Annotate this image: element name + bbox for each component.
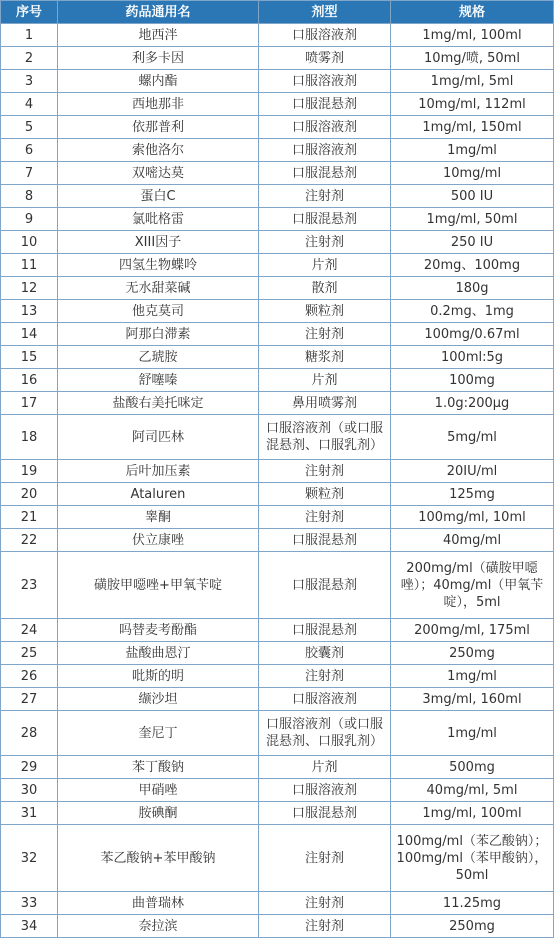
drug-name-cell: 螺内酯 bbox=[58, 70, 259, 93]
drug-name-cell: 奈拉滨 bbox=[58, 915, 259, 938]
table-row bbox=[1, 369, 554, 392]
row-number-cell: 28 bbox=[1, 711, 58, 756]
drug-name-cell: 四氢生物蝶呤 bbox=[58, 254, 259, 277]
dosage-form-cell: 口服溶液剂 bbox=[259, 70, 391, 93]
specification-cell: 5mg/ml bbox=[391, 415, 554, 460]
table-row bbox=[1, 323, 554, 346]
dosage-form-cell: 口服混悬剂 bbox=[259, 552, 391, 619]
dosage-form-cell: 口服混悬剂 bbox=[259, 802, 391, 825]
dosage-form-cell: 口服混悬剂 bbox=[259, 162, 391, 185]
drug-name-cell: 利多卡因 bbox=[58, 47, 259, 70]
dosage-form-cell: 片剂 bbox=[259, 756, 391, 779]
specification-cell: 1mg/ml, 50ml bbox=[391, 208, 554, 231]
table-row bbox=[1, 688, 554, 711]
drug-name-cell: 后叶加压素 bbox=[58, 460, 259, 483]
dosage-form-cell: 口服溶液剂 bbox=[259, 139, 391, 162]
row-number-cell: 32 bbox=[1, 825, 58, 892]
dosage-form-cell: 注射剂 bbox=[259, 915, 391, 938]
table-row bbox=[1, 619, 554, 642]
drug-name-cell: 盐酸右美托咪定 bbox=[58, 392, 259, 415]
row-number-cell: 2 bbox=[1, 47, 58, 70]
drug-name-cell: 地西泮 bbox=[58, 24, 259, 47]
specification-cell: 100mg/0.67ml bbox=[391, 323, 554, 346]
dosage-form-cell: 口服混悬剂 bbox=[259, 93, 391, 116]
drug-name-cell: 吡斯的明 bbox=[58, 665, 259, 688]
specification-cell: 100mg bbox=[391, 369, 554, 392]
specification-cell: 250mg bbox=[391, 642, 554, 665]
table-row bbox=[1, 483, 554, 506]
dosage-form-cell: 口服混悬剂 bbox=[259, 529, 391, 552]
specification-cell: 3mg/ml, 160ml bbox=[391, 688, 554, 711]
dosage-form-cell: 颗粒剂 bbox=[259, 300, 391, 323]
drug-name-cell: 盐酸曲恩汀 bbox=[58, 642, 259, 665]
table-row bbox=[1, 802, 554, 825]
row-number-cell: 19 bbox=[1, 460, 58, 483]
header-drug-name: 药品通用名 bbox=[58, 1, 259, 24]
table-row bbox=[1, 892, 554, 915]
drug-name-cell: 曲普瑞林 bbox=[58, 892, 259, 915]
dosage-form-cell: 口服混悬剂 bbox=[259, 619, 391, 642]
row-number-cell: 18 bbox=[1, 415, 58, 460]
specification-cell: 1.0g:200μg bbox=[391, 392, 554, 415]
specification-cell: 1mg/ml bbox=[391, 711, 554, 756]
drug-name-cell: 阿那白滞素 bbox=[58, 323, 259, 346]
row-number-cell: 7 bbox=[1, 162, 58, 185]
table-row bbox=[1, 300, 554, 323]
dosage-form-cell: 片剂 bbox=[259, 254, 391, 277]
drug-name-cell: 苯丁酸钠 bbox=[58, 756, 259, 779]
drug-name-cell: 奎尼丁 bbox=[58, 711, 259, 756]
specification-cell: 500mg bbox=[391, 756, 554, 779]
row-number-cell: 5 bbox=[1, 116, 58, 139]
specification-cell: 11.25mg bbox=[391, 892, 554, 915]
row-number-cell: 34 bbox=[1, 915, 58, 938]
drug-name-cell: 甲硝唑 bbox=[58, 779, 259, 802]
dosage-form-cell: 喷雾剂 bbox=[259, 47, 391, 70]
row-number-cell: 8 bbox=[1, 185, 58, 208]
table-row bbox=[1, 24, 554, 47]
specification-cell: 200mg/ml, 175ml bbox=[391, 619, 554, 642]
row-number-cell: 6 bbox=[1, 139, 58, 162]
row-number-cell: 11 bbox=[1, 254, 58, 277]
table-row bbox=[1, 915, 554, 938]
dosage-form-cell: 口服溶液剂（或口服混悬剂、口服乳剂） bbox=[259, 711, 391, 756]
row-number-cell: 24 bbox=[1, 619, 58, 642]
row-number-cell: 23 bbox=[1, 552, 58, 619]
table-row bbox=[1, 231, 554, 254]
table-row bbox=[1, 552, 554, 619]
specification-cell: 500 IU bbox=[391, 185, 554, 208]
dosage-form-cell: 注射剂 bbox=[259, 665, 391, 688]
drug-name-cell: 伏立康唑 bbox=[58, 529, 259, 552]
specification-cell: 250mg bbox=[391, 915, 554, 938]
drug-name-cell: 阿司匹林 bbox=[58, 415, 259, 460]
header-specification: 规格 bbox=[391, 1, 554, 24]
specification-cell: 20mg、100mg bbox=[391, 254, 554, 277]
specification-cell: 10mg/ml, 112ml bbox=[391, 93, 554, 116]
row-number-cell: 13 bbox=[1, 300, 58, 323]
dosage-form-cell: 注射剂 bbox=[259, 506, 391, 529]
table-row bbox=[1, 185, 554, 208]
table-row bbox=[1, 277, 554, 300]
row-number-cell: 31 bbox=[1, 802, 58, 825]
table-header bbox=[1, 1, 554, 24]
drug-name-cell: XIII因子 bbox=[58, 231, 259, 254]
row-number-cell: 20 bbox=[1, 483, 58, 506]
table-row bbox=[1, 460, 554, 483]
dosage-form-cell: 口服溶液剂（或口服混悬剂、口服乳剂） bbox=[259, 415, 391, 460]
row-number-cell: 14 bbox=[1, 323, 58, 346]
dosage-form-cell: 口服溶液剂 bbox=[259, 24, 391, 47]
table-row bbox=[1, 70, 554, 93]
drug-name-cell: 氯吡格雷 bbox=[58, 208, 259, 231]
dosage-form-cell: 糖浆剂 bbox=[259, 346, 391, 369]
specification-cell: 100mg/ml（苯乙酸钠）；100mg/ml（苯甲酸钠），50ml bbox=[391, 825, 554, 892]
row-number-cell: 9 bbox=[1, 208, 58, 231]
specification-cell: 1mg/ml, 100ml bbox=[391, 24, 554, 47]
table-row bbox=[1, 756, 554, 779]
table-row bbox=[1, 116, 554, 139]
dosage-form-cell: 注射剂 bbox=[259, 825, 391, 892]
table-row bbox=[1, 208, 554, 231]
specification-cell: 1mg/ml, 150ml bbox=[391, 116, 554, 139]
specification-cell: 20IU/ml bbox=[391, 460, 554, 483]
drug-name-cell: 依那普利 bbox=[58, 116, 259, 139]
specification-cell: 100mg/ml, 10ml bbox=[391, 506, 554, 529]
specification-cell: 180g bbox=[391, 277, 554, 300]
row-number-cell: 21 bbox=[1, 506, 58, 529]
drug-name-cell: 西地那非 bbox=[58, 93, 259, 116]
row-number-cell: 27 bbox=[1, 688, 58, 711]
dosage-form-cell: 注射剂 bbox=[259, 231, 391, 254]
drug-name-cell: 睾酮 bbox=[58, 506, 259, 529]
dosage-form-cell: 注射剂 bbox=[259, 323, 391, 346]
table-row bbox=[1, 711, 554, 756]
row-number-cell: 33 bbox=[1, 892, 58, 915]
row-number-cell: 16 bbox=[1, 369, 58, 392]
table-body bbox=[1, 24, 554, 938]
specification-cell: 1mg/ml bbox=[391, 139, 554, 162]
table-row bbox=[1, 506, 554, 529]
specification-cell: 10mg/ml bbox=[391, 162, 554, 185]
drug-name-cell: 双嘧达莫 bbox=[58, 162, 259, 185]
drug-name-cell: 缬沙坦 bbox=[58, 688, 259, 711]
table-row bbox=[1, 93, 554, 116]
drug-name-cell: Ataluren bbox=[58, 483, 259, 506]
dosage-form-cell: 颗粒剂 bbox=[259, 483, 391, 506]
specification-cell: 1mg/ml bbox=[391, 665, 554, 688]
drug-name-cell: 乙琥胺 bbox=[58, 346, 259, 369]
table-row bbox=[1, 415, 554, 460]
drug-name-cell: 无水甜菜碱 bbox=[58, 277, 259, 300]
row-number-cell: 3 bbox=[1, 70, 58, 93]
table-row bbox=[1, 825, 554, 892]
specification-cell: 10mg/喷, 50ml bbox=[391, 47, 554, 70]
row-number-cell: 30 bbox=[1, 779, 58, 802]
drug-name-cell: 蛋白C bbox=[58, 185, 259, 208]
dosage-form-cell: 片剂 bbox=[259, 369, 391, 392]
table-row bbox=[1, 346, 554, 369]
row-number-cell: 25 bbox=[1, 642, 58, 665]
specification-cell: 200mg/ml（磺胺甲噁唑）；40mg/ml（甲氧苄啶），5ml bbox=[391, 552, 554, 619]
drug-name-cell: 胺碘酮 bbox=[58, 802, 259, 825]
dosage-form-cell: 注射剂 bbox=[259, 185, 391, 208]
row-number-cell: 17 bbox=[1, 392, 58, 415]
drug-name-cell: 吗替麦考酚酯 bbox=[58, 619, 259, 642]
table-row bbox=[1, 529, 554, 552]
row-number-cell: 22 bbox=[1, 529, 58, 552]
specification-cell: 1mg/ml, 100ml bbox=[391, 802, 554, 825]
drug-name-cell: 苯乙酸钠+苯甲酸钠 bbox=[58, 825, 259, 892]
table-row bbox=[1, 139, 554, 162]
table-row bbox=[1, 642, 554, 665]
dosage-form-cell: 胶囊剂 bbox=[259, 642, 391, 665]
dosage-form-cell: 注射剂 bbox=[259, 460, 391, 483]
table-row bbox=[1, 162, 554, 185]
dosage-form-cell: 口服溶液剂 bbox=[259, 779, 391, 802]
dosage-form-cell: 注射剂 bbox=[259, 892, 391, 915]
drug-name-cell: 他克莫司 bbox=[58, 300, 259, 323]
table-row bbox=[1, 392, 554, 415]
header-dosage-form: 剂型 bbox=[259, 1, 391, 24]
dosage-form-cell: 口服混悬剂 bbox=[259, 208, 391, 231]
specification-cell: 40mg/ml bbox=[391, 529, 554, 552]
row-number-cell: 15 bbox=[1, 346, 58, 369]
header-row bbox=[1, 1, 554, 24]
row-number-cell: 4 bbox=[1, 93, 58, 116]
row-number-cell: 26 bbox=[1, 665, 58, 688]
dosage-form-cell: 鼻用喷雾剂 bbox=[259, 392, 391, 415]
row-number-cell: 10 bbox=[1, 231, 58, 254]
dosage-form-cell: 散剂 bbox=[259, 277, 391, 300]
table-row bbox=[1, 254, 554, 277]
table-row bbox=[1, 665, 554, 688]
dosage-form-cell: 口服溶液剂 bbox=[259, 116, 391, 139]
header-no: 序号 bbox=[1, 1, 58, 24]
drug-name-cell: 索他洛尔 bbox=[58, 139, 259, 162]
specification-cell: 125mg bbox=[391, 483, 554, 506]
specification-cell: 1mg/ml, 5ml bbox=[391, 70, 554, 93]
dosage-form-cell: 口服溶液剂 bbox=[259, 688, 391, 711]
table-row bbox=[1, 779, 554, 802]
row-number-cell: 12 bbox=[1, 277, 58, 300]
drug-name-cell: 磺胺甲噁唑+甲氧苄啶 bbox=[58, 552, 259, 619]
specification-cell: 250 IU bbox=[391, 231, 554, 254]
table-row bbox=[1, 47, 554, 70]
drug-name-cell: 舒噻嗪 bbox=[58, 369, 259, 392]
specification-cell: 40mg/ml, 5ml bbox=[391, 779, 554, 802]
specification-cell: 0.2mg、1mg bbox=[391, 300, 554, 323]
specification-cell: 100ml:5g bbox=[391, 346, 554, 369]
row-number-cell: 1 bbox=[1, 24, 58, 47]
row-number-cell: 29 bbox=[1, 756, 58, 779]
